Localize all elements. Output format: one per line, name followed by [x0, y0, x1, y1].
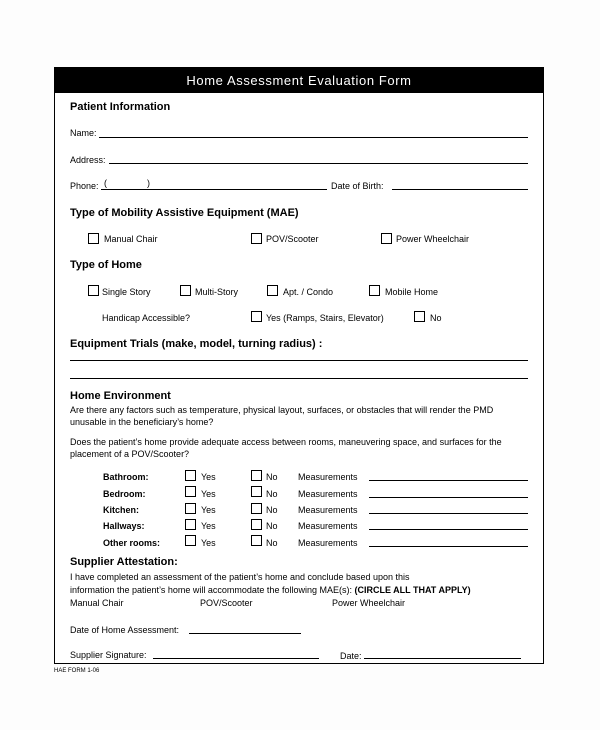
home-environment-heading: Home Environment — [70, 390, 171, 402]
environment-question-1-line-1: Are there any factors such as temperature, physical layout, surfaces, or obstacles that will render the PMD — [70, 405, 494, 415]
supplier-statement-text: information the patient’s home will accommodate the following MAE(s): — [70, 585, 352, 595]
phone-field[interactable] — [101, 189, 327, 190]
assessment-date-field[interactable] — [189, 633, 301, 634]
bedroom-yes-checkbox[interactable] — [185, 486, 196, 497]
other-rooms-yes-checkbox[interactable] — [185, 535, 196, 546]
phone-open-paren: ( — [104, 178, 107, 188]
hallways-no-checkbox[interactable] — [251, 519, 262, 530]
room-hallways-label: Hallways: — [103, 521, 145, 531]
bathroom-no-label: No — [266, 472, 278, 482]
handicap-no-checkbox[interactable] — [414, 311, 425, 322]
bathroom-measurements-field[interactable] — [369, 480, 528, 481]
home-mobile-home-checkbox[interactable] — [369, 285, 380, 296]
bathroom-yes-checkbox[interactable] — [185, 470, 196, 481]
mae-power-wheelchair-checkbox[interactable] — [381, 233, 392, 244]
kitchen-yes-checkbox[interactable] — [185, 503, 196, 514]
home-single-story-label: Single Story — [102, 287, 151, 297]
bathroom-yes-label: Yes — [201, 472, 216, 482]
signature-date-label: Date: — [340, 651, 362, 661]
other-rooms-measurements-label: Measurements — [298, 538, 358, 548]
supplier-option-power-wheelchair[interactable]: Power Wheelchair — [332, 598, 406, 608]
bedroom-no-checkbox[interactable] — [251, 486, 262, 497]
phone-close-paren: ) — [147, 178, 150, 188]
supplier-option-pov-scooter[interactable]: POV/Scooter — [200, 598, 253, 608]
bathroom-measurements-label: Measurements — [298, 472, 358, 482]
environment-question-1-line-2: unusable in the beneficiary’s home? — [70, 417, 214, 427]
bathroom-no-checkbox[interactable] — [251, 470, 262, 481]
other-rooms-no-label: No — [266, 538, 278, 548]
supplier-attestation-heading: Supplier Attestation: — [70, 556, 178, 568]
name-label: Name: — [70, 128, 97, 138]
form-title: Home Assessment Evaluation Form — [54, 67, 544, 93]
room-bedroom-label: Bedroom: — [103, 489, 146, 499]
home-apt-condo-label: Apt. / Condo — [283, 287, 334, 297]
bedroom-measurements-label: Measurements — [298, 489, 358, 499]
environment-question-2-line-2: placement of a POV/Scooter? — [70, 449, 190, 459]
hallways-yes-label: Yes — [201, 521, 216, 531]
handicap-no-label: No — [430, 313, 442, 323]
handicap-yes-checkbox[interactable] — [251, 311, 262, 322]
signature-date-field[interactable] — [364, 658, 521, 659]
patient-info-heading: Patient Information — [70, 101, 171, 113]
mae-pov-scooter-label: POV/Scooter — [266, 234, 319, 244]
address-field[interactable] — [109, 163, 528, 164]
home-apt-condo-checkbox[interactable] — [267, 285, 278, 296]
hallways-yes-checkbox[interactable] — [185, 519, 196, 530]
equipment-trials-heading: Equipment Trials (make, model, turning radius) : — [70, 338, 323, 350]
hallways-measurements-field[interactable] — [369, 529, 528, 530]
dob-label: Date of Birth: — [331, 181, 384, 191]
equipment-trials-line-2[interactable] — [70, 378, 528, 379]
home-single-story-checkbox[interactable] — [88, 285, 99, 296]
dob-field[interactable] — [392, 189, 528, 190]
home-multi-story-checkbox[interactable] — [180, 285, 191, 296]
environment-question-2-line-1: Does the patient’s home provide adequate access between rooms, maneuvering space, and surfaces for the — [70, 437, 502, 447]
other-rooms-yes-label: Yes — [201, 538, 216, 548]
supplier-signature-label: Supplier Signature: — [70, 650, 147, 660]
mae-manual-chair-label: Manual Chair — [104, 234, 158, 244]
home-type-heading: Type of Home — [70, 259, 142, 271]
bedroom-yes-label: Yes — [201, 489, 216, 499]
address-label: Address: — [70, 155, 106, 165]
handicap-accessible-label: Handicap Accessible? — [102, 313, 191, 323]
home-mobile-home-label: Mobile Home — [385, 287, 439, 297]
kitchen-measurements-field[interactable] — [369, 513, 528, 514]
form-footer-code: HAE FORM 1-06 — [54, 668, 100, 674]
hallways-measurements-label: Measurements — [298, 521, 358, 531]
room-other-rooms-label: Other rooms: — [103, 538, 161, 548]
other-rooms-measurements-field[interactable] — [369, 546, 528, 547]
supplier-statement-line-2 — [70, 585, 471, 595]
mae-heading: Type of Mobility Assistive Equipment (MAE) — [70, 207, 299, 219]
supplier-option-manual-chair[interactable]: Manual Chair — [70, 598, 124, 608]
handicap-yes-label: Yes (Ramps, Stairs, Elevator) — [266, 313, 384, 323]
hallways-no-label: No — [266, 521, 278, 531]
kitchen-measurements-label: Measurements — [298, 505, 358, 515]
bedroom-no-label: No — [266, 489, 278, 499]
kitchen-yes-label: Yes — [201, 505, 216, 515]
room-bathroom-label: Bathroom: — [103, 472, 149, 482]
circle-all-instruction: (CIRCLE ALL THAT APPLY) — [354, 585, 471, 595]
equipment-trials-line-1[interactable] — [70, 360, 528, 361]
room-kitchen-label: Kitchen: — [103, 505, 139, 515]
bedroom-measurements-field[interactable] — [369, 497, 528, 498]
supplier-signature-field[interactable] — [153, 658, 319, 659]
kitchen-no-label: No — [266, 505, 278, 515]
name-field[interactable] — [99, 137, 528, 138]
mae-power-wheelchair-label: Power Wheelchair — [396, 234, 470, 244]
mae-pov-scooter-checkbox[interactable] — [251, 233, 262, 244]
supplier-statement-line-1: I have completed an assessment of the patient’s home and conclude based upon this — [70, 572, 410, 582]
phone-label: Phone: — [70, 181, 99, 191]
mae-manual-chair-checkbox[interactable] — [88, 233, 99, 244]
kitchen-no-checkbox[interactable] — [251, 503, 262, 514]
home-multi-story-label: Multi-Story — [195, 287, 239, 297]
other-rooms-no-checkbox[interactable] — [251, 535, 262, 546]
assessment-date-label: Date of Home Assessment: — [70, 625, 180, 635]
